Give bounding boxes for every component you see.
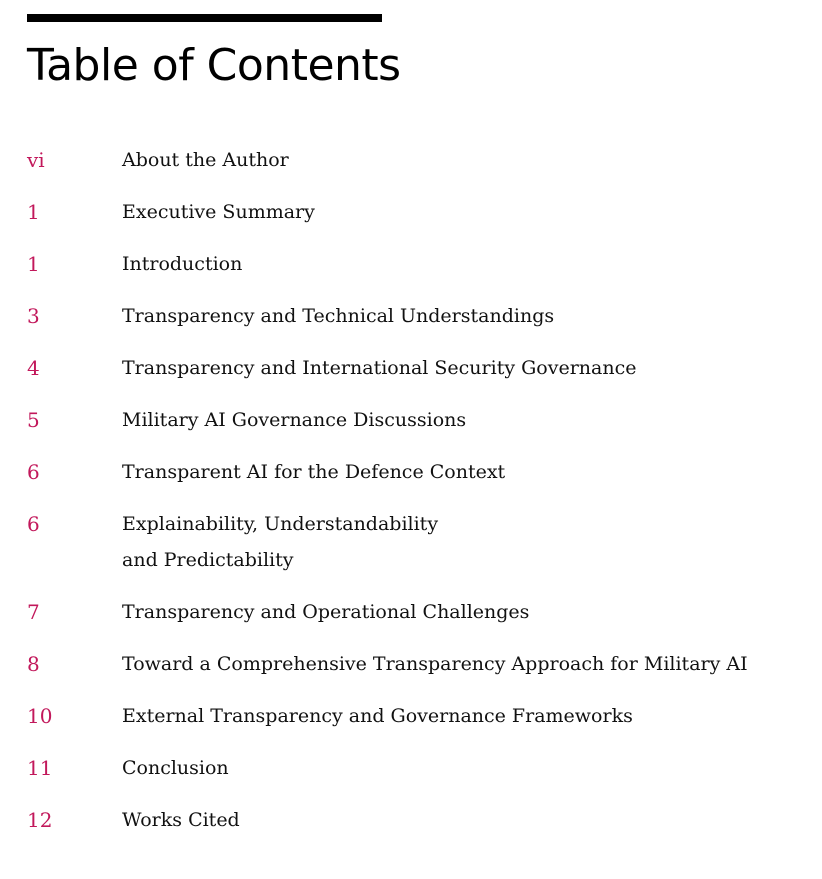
toc-entry-title[interactable]: [122, 506, 438, 578]
toc-page-number: 1: [27, 200, 40, 224]
toc-page-number: 5: [27, 408, 40, 432]
toc-entry-title[interactable]: Works Cited: [122, 809, 240, 831]
toc-entry-executive-summary[interactable]: [27, 194, 817, 230]
toc-entry-introduction[interactable]: [27, 246, 817, 282]
toc-page-number: 1: [27, 252, 40, 276]
toc-entry-title[interactable]: Introduction: [122, 253, 243, 275]
toc-page-number: 4: [27, 356, 40, 380]
toc-entry-about-author[interactable]: [27, 142, 817, 178]
toc-page-number: 12: [27, 808, 53, 832]
toc-entry-military-ai-governance[interactable]: [27, 402, 817, 438]
toc-entry-defence-context[interactable]: [27, 454, 817, 490]
table-of-contents: [27, 142, 817, 854]
toc-entry-title-line-1: Explainability, Understandability: [122, 513, 439, 535]
toc-page-number: 3: [27, 304, 40, 328]
toc-entry-title[interactable]: Transparent AI for the Defence Context: [122, 461, 506, 483]
toc-page-number: 6: [27, 460, 40, 484]
toc-entry-title[interactable]: Transparency and International Security Governance: [122, 357, 637, 379]
toc-entry-comprehensive-approach[interactable]: [27, 646, 817, 682]
toc-entry-title[interactable]: Military AI Governance Discussions: [122, 409, 467, 431]
toc-page-number: 8: [27, 652, 40, 676]
toc-entry-external-transparency[interactable]: [27, 698, 817, 734]
toc-page-number: 7: [27, 600, 40, 624]
toc-entry-international-security-governance[interactable]: [27, 350, 817, 386]
toc-entry-conclusion[interactable]: [27, 750, 817, 786]
toc-entry-title[interactable]: Conclusion: [122, 757, 229, 779]
toc-entry-title[interactable]: Transparency and Operational Challenges: [122, 601, 530, 623]
toc-entry-works-cited[interactable]: [27, 802, 817, 838]
toc-entry-title[interactable]: Transparency and Technical Understandings: [122, 305, 555, 327]
toc-entry-title[interactable]: External Transparency and Governance Frameworks: [122, 705, 633, 727]
toc-entry-technical-understandings[interactable]: [27, 298, 817, 334]
toc-entry-operational-challenges[interactable]: [27, 594, 817, 630]
title-rule: [27, 14, 382, 22]
toc-page-number: 6: [27, 512, 40, 536]
toc-page-number: vi: [27, 148, 45, 172]
toc-page-number: 11: [27, 756, 53, 780]
toc-entry-title[interactable]: About the Author: [122, 149, 289, 171]
page-title: Table of Contents: [27, 40, 401, 91]
toc-entry-title[interactable]: Executive Summary: [122, 201, 315, 223]
toc-entry-title[interactable]: Toward a Comprehensive Transparency Approach for Military AI: [122, 653, 748, 675]
toc-entry-title-line-2: and Predictability: [122, 549, 294, 571]
toc-entry-explainability[interactable]: [27, 506, 817, 578]
toc-page-number: 10: [27, 704, 53, 728]
